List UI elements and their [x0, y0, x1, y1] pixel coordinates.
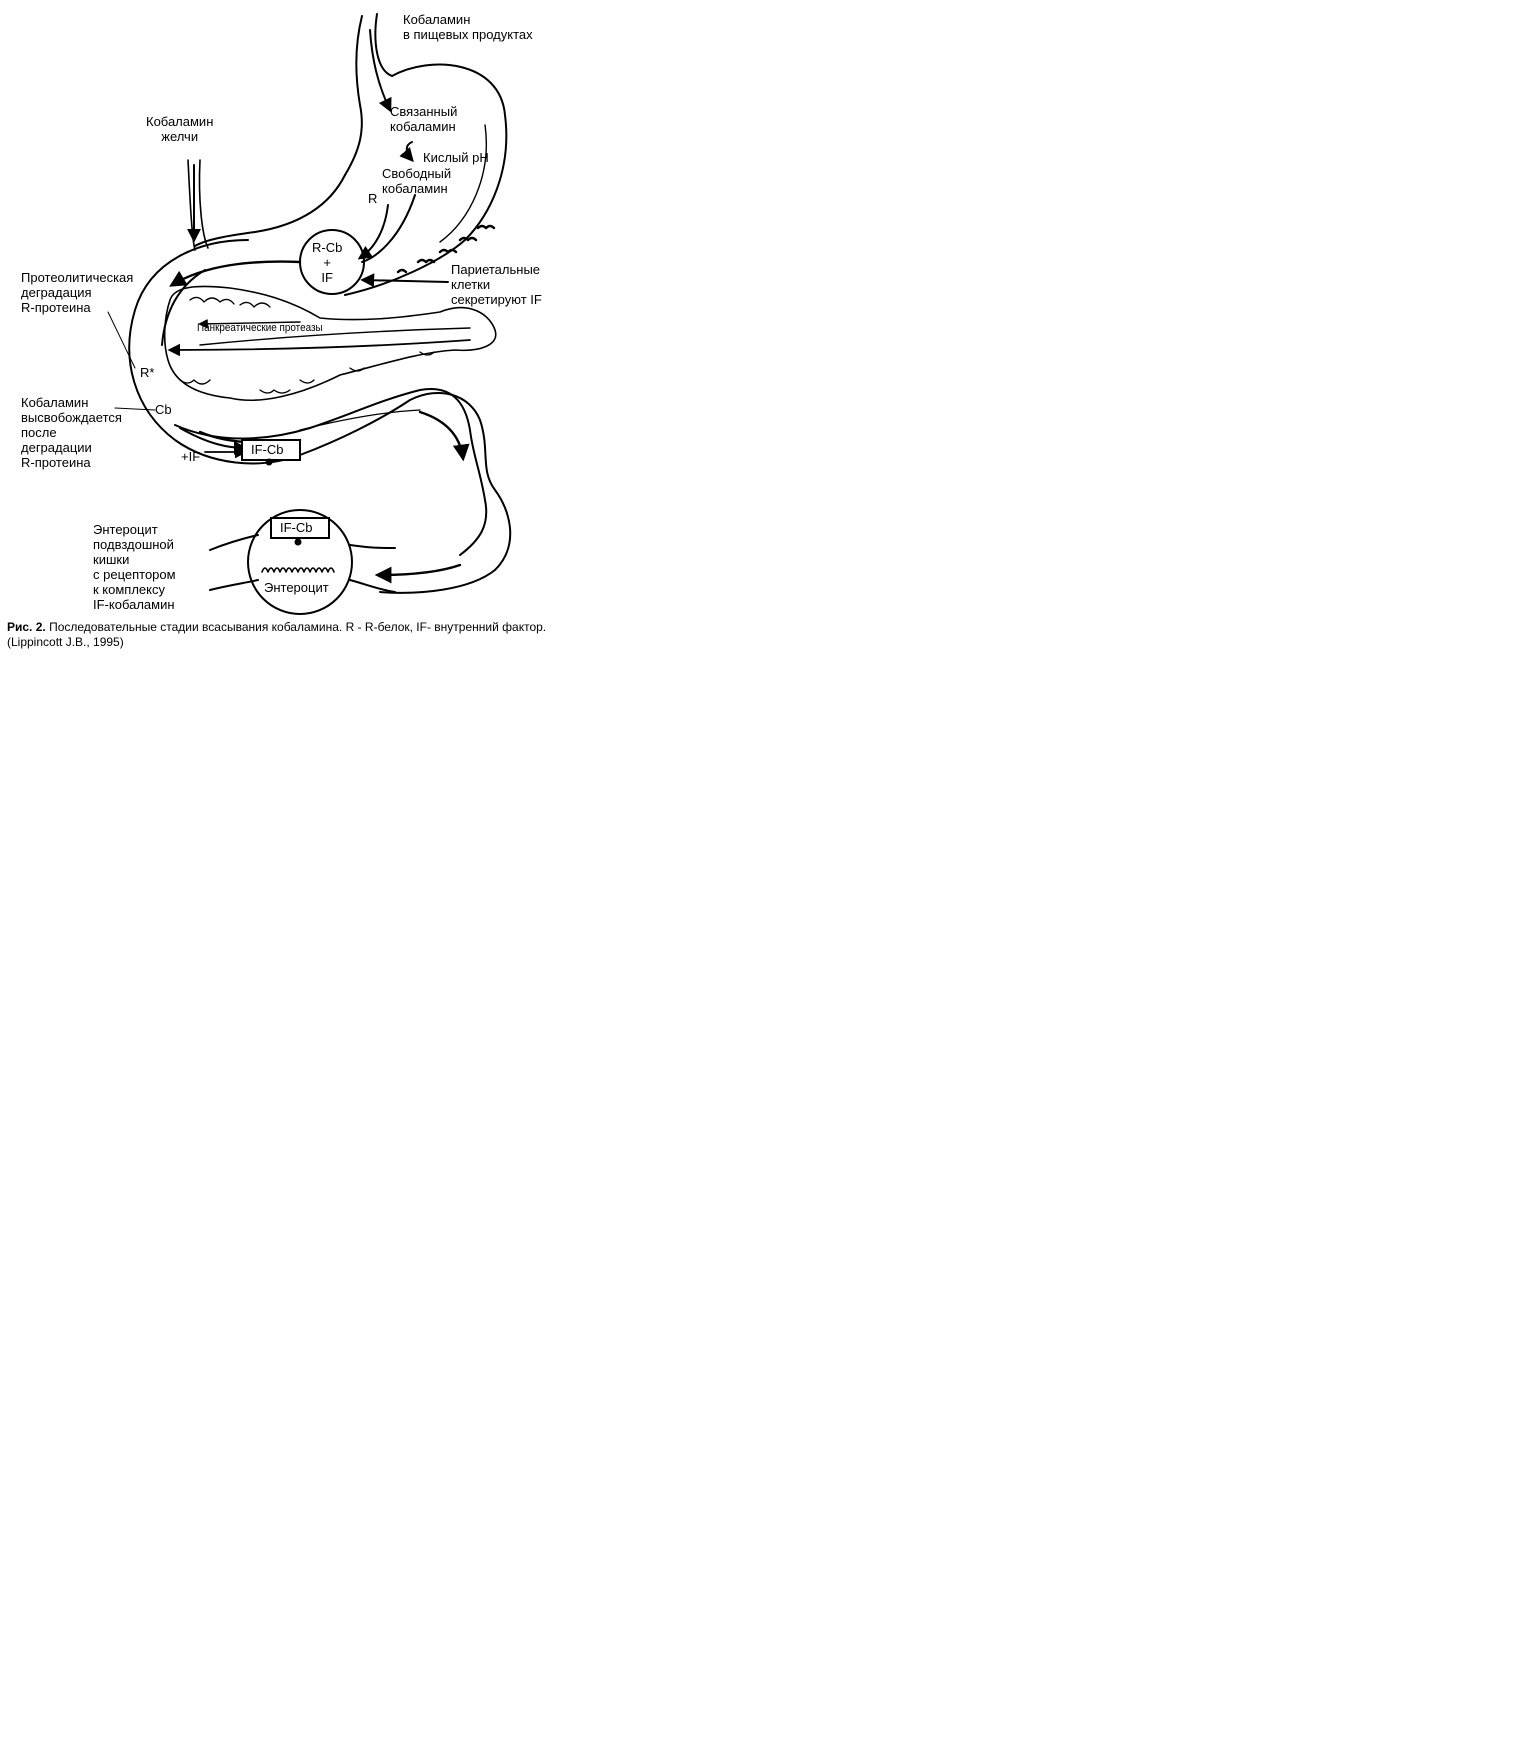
bound-free-arrow — [407, 142, 412, 160]
parietal-cells-label: Париетальные клетки секретируют IF — [451, 262, 542, 307]
duodenum-outer — [129, 240, 300, 463]
caption-prefix: Рис. 2. — [7, 620, 46, 634]
r-arrow — [360, 205, 388, 258]
caption-text: Последовательные стадии всасывания кобаламина. R - R-белок, IF- внутренний фактор. (Lippincott J.B., 1995) — [7, 620, 547, 649]
r-label: R — [368, 191, 378, 206]
pancreatic-proteases-label: Панкреатические протеазы — [197, 322, 323, 334]
esophagus-right-wall — [375, 14, 392, 76]
parietal-if-arrow — [363, 280, 448, 282]
jejunum-arrow-3 — [420, 412, 463, 458]
esophagus-left-wall — [345, 16, 362, 175]
bound-cobalamin-label: Связанный кобаламин — [390, 104, 458, 134]
rcb-complex-label: R-Cb + IF — [312, 240, 343, 285]
pancreatic-duct-arrow-2 — [170, 340, 470, 350]
jejunum-arrow-4 — [378, 565, 460, 575]
plus-if-label: +IF — [181, 449, 201, 464]
cobalamin-absorption-diagram — [0, 0, 570, 625]
bile-duct-right — [199, 160, 208, 248]
ileal-enterocyte-label: Энтероцит подвздошной кишки с рецептором к комплексу IF-кобаламин — [93, 522, 176, 612]
enterocyte-label: Энтероцит — [264, 580, 329, 595]
food-cobalamin-label: Кобаламин в пищевых продуктах — [403, 12, 533, 42]
acid-ph-label: Кислый pH — [423, 150, 489, 165]
stomach-inner-wall — [195, 175, 345, 246]
released-label: Кобаламин высвобождается после деградации R-протеина — [21, 395, 122, 470]
free-cobalamin-label: Свободный кобаламин — [382, 166, 452, 196]
bile-cobalamin-label: Кобаламин желчи — [146, 114, 214, 144]
proteolytic-label: Протеолитическая деградация R-протеина — [21, 270, 134, 315]
microvilli — [262, 568, 334, 572]
if-cb-cell-label: IF-Cb — [280, 520, 313, 535]
if-cb-dot — [266, 459, 273, 466]
if-cb-cell-dot — [295, 539, 302, 546]
cb-label: Cb — [155, 402, 172, 417]
jejunum-inner — [175, 389, 486, 555]
food-arrow — [370, 30, 390, 110]
jejunum-inner-2 — [300, 410, 420, 430]
r-star-label: R* — [140, 365, 155, 380]
figure-caption — [7, 620, 567, 650]
proteolytic-pointer — [108, 312, 135, 368]
if-cb-label: IF-Cb — [251, 442, 284, 457]
